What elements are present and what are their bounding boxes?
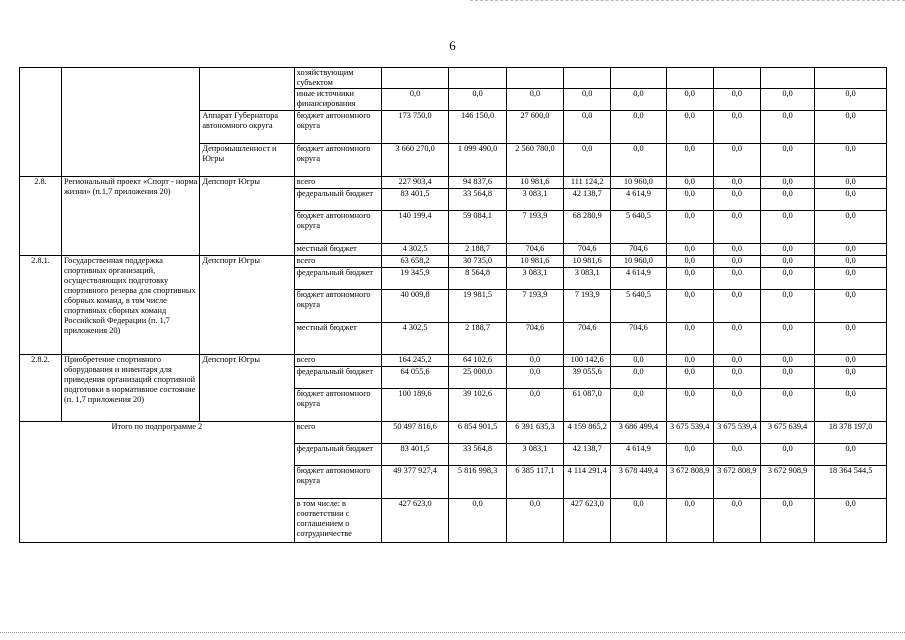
value-cell: 0,0 (760, 211, 814, 244)
value-cell: 0,0 (815, 144, 887, 177)
funding-source: бюджет автономного округа (294, 111, 381, 144)
value-cell: 0,0 (611, 389, 666, 422)
value-cell: 0,0 (506, 499, 563, 543)
value-cell: 5 816 998,3 (449, 466, 506, 499)
funding-source: бюджет автономного округа (294, 144, 381, 177)
value-cell: 2 188,7 (449, 244, 506, 256)
item-name (62, 68, 200, 177)
page-number: 6 (449, 38, 456, 53)
value-cell: 0,0 (564, 89, 611, 111)
value-cell: 173 750,0 (381, 111, 449, 144)
value-cell: 0,0 (666, 177, 713, 189)
value-cell: 42 138,7 (564, 189, 611, 211)
value-cell: 0,0 (760, 389, 814, 422)
table-row (20, 68, 887, 89)
value-cell: 0,0 (666, 89, 713, 111)
value-cell: 0,0 (713, 244, 760, 256)
value-cell: 3 672 808,9 (666, 466, 713, 499)
funding-source: иные источники финансирования (294, 89, 381, 111)
value-cell (449, 68, 506, 89)
value-cell: 5 640,5 (611, 290, 666, 323)
item-name: Приобретение спортивного оборудования и инвентаря для приведения организаций спортивной подготовки в нормативное состояние (п. 1,7 приложения 20) (62, 355, 200, 422)
value-cell: 42 138,7 (564, 444, 611, 466)
scan-edge-bottom (0, 632, 905, 634)
funding-source: всего (294, 177, 381, 189)
executor-cell: Депспорт Югры (200, 355, 294, 422)
value-cell: 10 981,6 (506, 177, 563, 189)
value-cell: 0,0 (760, 244, 814, 256)
funding-source: бюджет автономного округа (294, 211, 381, 244)
value-cell: 7 193,9 (506, 211, 563, 244)
value-cell: 0,0 (815, 367, 887, 389)
value-cell: 18 364 544,5 (815, 466, 887, 499)
value-cell: 4 114 291,4 (564, 466, 611, 499)
value-cell: 0,0 (713, 268, 760, 290)
value-cell: 0,0 (449, 89, 506, 111)
value-cell: 39 102,6 (449, 389, 506, 422)
value-cell: 4 614,9 (611, 268, 666, 290)
value-cell: 3 675 539,4 (666, 422, 713, 444)
value-cell: 0,0 (506, 89, 563, 111)
value-cell: 0,0 (760, 499, 814, 543)
value-cell (713, 68, 760, 89)
value-cell: 10 981,6 (506, 256, 563, 268)
value-cell: 0,0 (713, 323, 760, 355)
value-cell: 0,0 (611, 144, 666, 177)
value-cell: 6 391 635,3 (506, 422, 563, 444)
value-cell: 100 142,6 (564, 355, 611, 367)
value-cell: 0,0 (611, 111, 666, 144)
value-cell: 0,0 (666, 389, 713, 422)
value-cell: 704,6 (506, 244, 563, 256)
value-cell: 4 614,9 (611, 189, 666, 211)
value-cell: 0,0 (611, 89, 666, 111)
value-cell: 0,0 (666, 268, 713, 290)
value-cell: 0,0 (713, 189, 760, 211)
value-cell: 0,0 (713, 367, 760, 389)
value-cell: 61 087,0 (564, 389, 611, 422)
funding-source: хозяйствующим субъектом (294, 68, 381, 89)
item-number: 2.8.2. (20, 355, 62, 422)
value-cell: 3 675 539,4 (713, 422, 760, 444)
value-cell: 427 623,0 (381, 499, 449, 543)
value-cell: 146 150,0 (449, 111, 506, 144)
funding-source: бюджет автономного округа (294, 466, 381, 499)
value-cell: 1 099 490,0 (449, 144, 506, 177)
value-cell: 6 385 117,1 (506, 466, 563, 499)
value-cell: 0,0 (815, 89, 887, 111)
value-cell: 164 245,2 (381, 355, 449, 367)
value-cell (666, 68, 713, 89)
value-cell: 427 623,0 (564, 499, 611, 543)
funding-source: бюджет автономного округа (294, 290, 381, 323)
table-row (20, 177, 887, 189)
value-cell (564, 68, 611, 89)
value-cell: 0,0 (666, 211, 713, 244)
value-cell: 704,6 (611, 244, 666, 256)
value-cell: 0,0 (713, 290, 760, 323)
value-cell: 4 159 865,2 (564, 422, 611, 444)
value-cell: 0,0 (506, 367, 563, 389)
value-cell: 3 660 270,0 (381, 144, 449, 177)
item-number: 2.8.1. (20, 256, 62, 355)
funding-source: всего (294, 355, 381, 367)
value-cell: 111 124,2 (564, 177, 611, 189)
value-cell: 0,0 (815, 389, 887, 422)
value-cell: 100 189,6 (381, 389, 449, 422)
value-cell: 0,0 (815, 211, 887, 244)
value-cell: 0,0 (760, 111, 814, 144)
value-cell: 0,0 (815, 290, 887, 323)
value-cell: 0,0 (760, 189, 814, 211)
value-cell: 59 084,1 (449, 211, 506, 244)
value-cell: 704,6 (564, 244, 611, 256)
value-cell: 10 960,0 (611, 256, 666, 268)
value-cell: 64 055,6 (381, 367, 449, 389)
value-cell: 0,0 (815, 111, 887, 144)
funding-source: местный бюджет (294, 244, 381, 256)
value-cell: 0,0 (381, 89, 449, 111)
value-cell: 704,6 (611, 323, 666, 355)
value-cell: 3 083,1 (506, 268, 563, 290)
value-cell: 0,0 (713, 355, 760, 367)
value-cell: 39 055,6 (564, 367, 611, 389)
table-row (20, 422, 887, 444)
value-cell: 3 672 808,9 (713, 466, 760, 499)
funding-source: бюджет автономного округа (294, 389, 381, 422)
funding-source: в том числе: в соответствии с соглашением о сотрудничестве (294, 499, 381, 543)
value-cell: 0,0 (713, 499, 760, 543)
value-cell: 0,0 (564, 111, 611, 144)
value-cell: 0,0 (611, 499, 666, 543)
value-cell: 0,0 (666, 444, 713, 466)
value-cell (506, 68, 563, 89)
funding-source: федеральный бюджет (294, 367, 381, 389)
value-cell: 10 960,0 (611, 177, 666, 189)
value-cell (611, 68, 666, 89)
value-cell: 0,0 (760, 323, 814, 355)
value-cell: 0,0 (666, 256, 713, 268)
executor-cell: Аппарат Губернатора автономного округа (200, 111, 294, 144)
value-cell: 49 377 927,4 (381, 466, 449, 499)
value-cell: 0,0 (666, 355, 713, 367)
value-cell: 50 497 816,6 (381, 422, 449, 444)
value-cell: 0,0 (506, 355, 563, 367)
value-cell: 6 854 901,5 (449, 422, 506, 444)
value-cell: 68 280,9 (564, 211, 611, 244)
value-cell: 0,0 (666, 367, 713, 389)
table-row (20, 355, 887, 367)
value-cell: 0,0 (760, 355, 814, 367)
executor-cell: Депромышленност и Югры (200, 144, 294, 177)
value-cell: 27 600,0 (506, 111, 563, 144)
value-cell: 25 000,0 (449, 367, 506, 389)
funding-source: всего (294, 422, 381, 444)
value-cell: 7 193,9 (506, 290, 563, 323)
value-cell: 0,0 (564, 144, 611, 177)
value-cell: 0,0 (815, 355, 887, 367)
scan-edge-top (470, 0, 905, 2)
executor-cell: Депспорт Югры (200, 177, 294, 256)
value-cell: 0,0 (815, 177, 887, 189)
value-cell: 33 564,8 (449, 189, 506, 211)
value-cell: 0,0 (666, 244, 713, 256)
value-cell: 3 083,1 (506, 189, 563, 211)
value-cell: 0,0 (713, 144, 760, 177)
value-cell: 704,6 (564, 323, 611, 355)
funding-source: федеральный бюджет (294, 444, 381, 466)
value-cell: 0,0 (666, 189, 713, 211)
value-cell: 0,0 (815, 256, 887, 268)
item-number (20, 68, 62, 177)
value-cell: 94 837,6 (449, 177, 506, 189)
value-cell: 0,0 (666, 290, 713, 323)
value-cell: 0,0 (760, 268, 814, 290)
funding-source: всего (294, 256, 381, 268)
value-cell: 0,0 (815, 499, 887, 543)
value-cell: 3 083,1 (506, 444, 563, 466)
value-cell: 3 672 908,9 (760, 466, 814, 499)
value-cell: 0,0 (760, 444, 814, 466)
value-cell (815, 68, 887, 89)
value-cell: 0,0 (611, 355, 666, 367)
value-cell: 0,0 (815, 444, 887, 466)
value-cell: 0,0 (815, 323, 887, 355)
value-cell (760, 68, 814, 89)
value-cell: 30 735,0 (449, 256, 506, 268)
value-cell: 0,0 (666, 111, 713, 144)
value-cell: 0,0 (611, 367, 666, 389)
value-cell: 64 102,6 (449, 355, 506, 367)
value-cell: 4 302,5 (381, 244, 449, 256)
value-cell: 7 193,9 (564, 290, 611, 323)
value-cell: 0,0 (760, 256, 814, 268)
value-cell: 83 401,5 (381, 444, 449, 466)
value-cell: 10 981,6 (564, 256, 611, 268)
budget-table (19, 67, 887, 543)
item-name: Региональный проект «Спорт - норма жизни» (п.1,7 приложения 20) (62, 177, 200, 256)
item-number: 2.8. (20, 177, 62, 256)
value-cell: 33 564,8 (449, 444, 506, 466)
value-cell: 0,0 (815, 244, 887, 256)
funding-source: федеральный бюджет (294, 268, 381, 290)
value-cell: 0,0 (506, 389, 563, 422)
value-cell: 4 302,5 (381, 323, 449, 355)
value-cell: 8 564,8 (449, 268, 506, 290)
value-cell: 83 401,5 (381, 189, 449, 211)
value-cell: 0,0 (713, 111, 760, 144)
value-cell: 0,0 (713, 389, 760, 422)
value-cell: 40 009,8 (381, 290, 449, 323)
item-name: Государственная поддержка спортивных организаций, осуществляющих подготовку спортивного резерва для спортивных сборных команд, в том числе спортивных сборных команд Российской Федерации (п. 1,7 приложения 20) (62, 256, 200, 355)
value-cell: 0,0 (713, 444, 760, 466)
value-cell: 3 678 449,4 (611, 466, 666, 499)
executor-cell (200, 68, 294, 111)
value-cell: 3 686 499,4 (611, 422, 666, 444)
value-cell: 0,0 (760, 177, 814, 189)
funding-source: местный бюджет (294, 323, 381, 355)
value-cell: 0,0 (760, 89, 814, 111)
value-cell: 0,0 (713, 211, 760, 244)
value-cell: 19 981,5 (449, 290, 506, 323)
value-cell: 3 675 639,4 (760, 422, 814, 444)
total-label: Итого по подпрограмме 2 (20, 422, 295, 543)
value-cell: 0,0 (713, 256, 760, 268)
value-cell: 0,0 (666, 144, 713, 177)
value-cell: 140 199,4 (381, 211, 449, 244)
value-cell: 0,0 (713, 89, 760, 111)
value-cell: 0,0 (666, 499, 713, 543)
value-cell (381, 68, 449, 89)
value-cell: 4 614,9 (611, 444, 666, 466)
executor-cell: Депспорт Югры (200, 256, 294, 355)
value-cell: 704,6 (506, 323, 563, 355)
value-cell: 0,0 (815, 268, 887, 290)
value-cell: 0,0 (449, 499, 506, 543)
value-cell: 0,0 (713, 177, 760, 189)
value-cell: 18 378 197,0 (815, 422, 887, 444)
value-cell: 2 560 780,0 (506, 144, 563, 177)
value-cell: 0,0 (815, 189, 887, 211)
value-cell: 0,0 (760, 144, 814, 177)
value-cell: 0,0 (760, 290, 814, 323)
value-cell: 227 903,4 (381, 177, 449, 189)
value-cell: 0,0 (666, 323, 713, 355)
value-cell: 5 640,5 (611, 211, 666, 244)
value-cell: 3 083,1 (564, 268, 611, 290)
funding-source: федеральный бюджет (294, 189, 381, 211)
value-cell: 2 188,7 (449, 323, 506, 355)
table-row (20, 256, 887, 268)
value-cell: 63 658,2 (381, 256, 449, 268)
value-cell: 19 345,9 (381, 268, 449, 290)
value-cell: 0,0 (760, 367, 814, 389)
